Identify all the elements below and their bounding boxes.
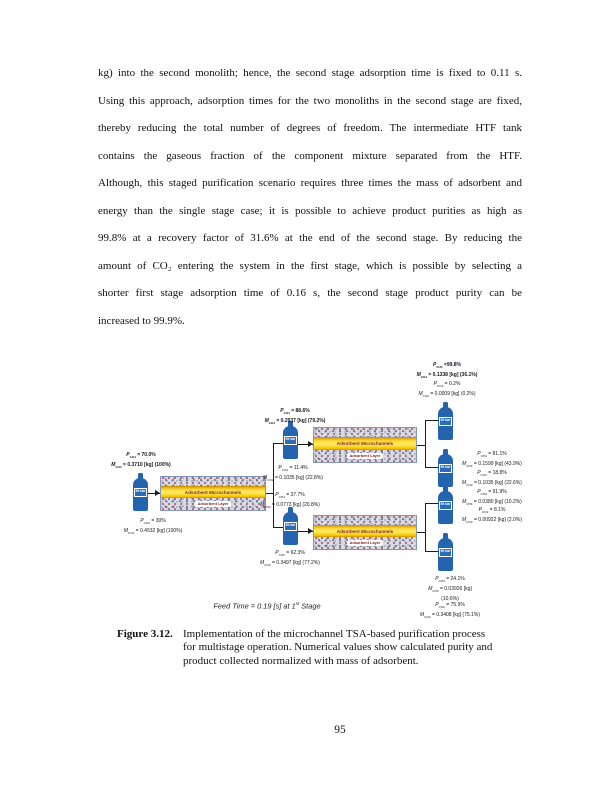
paragraph-line: increased to 99.9%. <box>98 314 185 327</box>
stream-label-line: $M_{CO2} = 0.00922$ [kg] (2.0%) <box>462 517 522 525</box>
gas-cylinder-intermediate-bottom <box>283 507 298 545</box>
adsorbent-housing-bottom <box>314 537 416 549</box>
pressure-tag: 55 bar <box>439 464 452 473</box>
stream-label-line: $M_{CH4} = 0.3710$ [kg] (100%) <box>111 462 171 470</box>
stream-label-line: $M_{CH4} = 0.1338$ [kg] (36.1%) <box>416 372 478 380</box>
stream-label-line: $P_{CH4} = 70.0\%$ <box>126 452 156 459</box>
paragraph-line: 99.8% at a recovery factor of 31.6% at the end of the second stage. By reducing the <box>98 232 522 244</box>
stream-label-line: $M_{CO2} = 0.4532$ [kg] (100%) <box>123 528 183 536</box>
feed-time-tail: Stage <box>299 601 321 611</box>
paragraph-line: thereby reducing the total number of degrees of freedom. The intermediate HTF tank <box>98 122 522 134</box>
paragraph-line: Although, this staged purification scenario requires three times the mass of adsorbent and <box>98 177 522 189</box>
stream-label-line: $M_{CO2} = 0.0009$ [kg] (0.2%) <box>418 391 476 399</box>
stream-label-line: $P_{CH4} =99.8\%$ <box>432 362 462 369</box>
paragraph-line: kg) into the second monolith; hence, the second stage adsorption time is fixed to 0.11 s. <box>98 67 522 79</box>
connector-out1 <box>425 420 438 421</box>
connector-out4 <box>425 551 438 552</box>
adsorbent-microchannels-band: Adsorbent Microchannels <box>314 437 416 450</box>
paragraph-line: Using this approach, adsorption times for the two monoliths in the second stage are fixed, <box>98 94 522 107</box>
page-number: 95 <box>334 724 346 736</box>
pressure-tag: 55 bar <box>439 548 452 557</box>
stream-label-line: $M_{CH4} = 0.0773$ [kg] (20.8%) <box>260 502 320 510</box>
figure-diagram <box>95 355 525 623</box>
stream-label-line: $P_{CO2} = 0.2\%$ <box>433 381 461 388</box>
connector-split-bottom <box>273 527 283 528</box>
stream-label-out1-ch4 <box>392 361 502 381</box>
connector-stage2a-out <box>417 445 425 446</box>
stream-label-midbot-ch4 <box>235 491 345 511</box>
stream-label-out4-ch4 <box>395 575 505 604</box>
stream-label-line: $M_{CO2} = 0.3408$ [kg] (75.1%) <box>420 612 480 620</box>
stream-label-out2-ch4 <box>437 450 547 470</box>
adsorbent-housing-bottom <box>314 450 416 462</box>
gas-cylinder-feed <box>133 473 148 511</box>
body-paragraph <box>98 60 522 335</box>
paragraph-line: shorter first stage adsorption time of 0.16 s, the second stage product purity can be <box>98 287 522 299</box>
paragraph-line: contains the gaseous fraction of the component mixture separated from the HTF. <box>98 149 522 162</box>
adsorbent-layer-pill: Adsorbent Layer <box>195 501 231 507</box>
stream-label-line: $P_{CH4} = 37.7\%$ <box>275 492 305 499</box>
feed-time-note <box>187 601 347 610</box>
stream-label-out4-co2 <box>395 601 505 621</box>
monolith-stage2-bottom <box>313 515 417 550</box>
connector-stage2a-split <box>425 420 426 468</box>
stream-label-line: $P_{CO2} = 30\%$ <box>140 518 166 525</box>
stream-label-line: $M_{CO2} = 0.1035$ [kg] (22.6%) <box>462 480 522 488</box>
feed-time-superscript: st <box>295 601 300 606</box>
adsorbent-housing-top <box>314 428 416 437</box>
paragraph-line: energy than the single stage case; it is possible to achieve product purities as high as <box>98 204 522 217</box>
figure-caption-label: Figure 3.12. <box>117 628 173 640</box>
stream-label-line: $P_{CO2} = 8.1\%$ <box>478 507 506 514</box>
connector-split-top <box>273 443 283 444</box>
paragraph-line: amount of CO₂ entering the system in the first stage, which is possible by selecting a <box>98 259 522 272</box>
stream-label-line: $P_{CO2} = 75.9\%$ <box>435 602 465 609</box>
monolith-stage2-top <box>313 427 417 463</box>
stream-label-line: $P_{CH4} = 91.9\%$ <box>477 489 507 496</box>
stream-label-line: $M_{CO2} = 0.1035$ [kg] (22.8%) <box>263 475 323 483</box>
figure-caption <box>117 628 523 668</box>
stream-label-out1-co2 <box>392 380 502 400</box>
feed-time-text: Feed Time = 0.19 [s] at 1 <box>213 601 296 611</box>
stream-label-line: $M_{CH4} = 0.1599$ [kg] (43.9%) <box>462 461 522 469</box>
stream-label-line: $P_{CO2} = 18.8\%$ <box>477 470 507 477</box>
adsorbent-housing-top <box>314 516 416 525</box>
pressure-tag: 55 bar <box>439 417 452 426</box>
adsorbent-layer-pill: Adsorbent Layer <box>347 453 383 459</box>
stream-label-line: $M_{CH4} = 0.0380$ [kg] (10.2%) <box>462 499 522 507</box>
connector-stage2b-split <box>425 503 426 552</box>
stream-label-line: $P_{CH4} = 24.1\%$ <box>435 576 465 583</box>
gas-cylinder-product4 <box>438 533 453 571</box>
stream-label-feed-ch4 <box>86 451 196 471</box>
stream-label-line: $P_{CH4} = 88.6\%$ <box>280 408 310 415</box>
pressure-tag: 55 bar <box>284 522 297 531</box>
connector-stage2b-out <box>417 532 425 533</box>
pressure-tag: 55 bar <box>439 501 452 510</box>
connector-stage1-split <box>273 443 274 528</box>
caption-line: Implementation of the microchannel TSA-based purification process <box>183 628 486 640</box>
adsorbent-microchannels-band: Adsorbent Microchannels <box>161 486 265 498</box>
adsorbent-layer-pill: Adsorbent Layer <box>347 540 383 546</box>
stream-label-line: (10.6%) <box>441 596 459 603</box>
pressure-tag: 55 bar <box>284 436 297 445</box>
stream-label-line: $M_{CO2} = 0.3497$ [kg] (77.2%) <box>260 560 320 568</box>
stream-label-midtop-ch4 <box>240 407 350 427</box>
stream-label-feed-co2 <box>98 517 208 537</box>
caption-line: for multistage operation. Numerical values show calculated purity and <box>183 641 493 654</box>
stream-label-midbot-co2 <box>235 549 345 569</box>
stream-label-out3-co2 <box>437 506 547 526</box>
stream-label-line: $P_{CH4} = 81.1\%$ <box>477 451 507 458</box>
stream-label-line: $P_{CO2} = 62.3\%$ <box>275 550 305 557</box>
stream-label-line: $P_{CO2} = 11.4\%$ <box>278 465 308 472</box>
pressure-tag: 55 bar <box>134 488 147 497</box>
caption-line: product collected normalized with mass of adsorbent. <box>183 654 419 667</box>
stream-label-line: $M_{CH4} = 0.2937$ [kg] (79.2%) <box>264 418 326 426</box>
figure-caption-text <box>183 628 492 668</box>
gas-cylinder-product1 <box>438 402 453 440</box>
stream-label-out2-co2 <box>437 469 547 489</box>
stream-label-line: $M_{CH4} = 0.03926$ [kg] <box>428 586 472 594</box>
adsorbent-microchannels-band: Adsorbent Microchannels <box>314 525 416 537</box>
stream-label-midtop-co2 <box>238 464 348 484</box>
